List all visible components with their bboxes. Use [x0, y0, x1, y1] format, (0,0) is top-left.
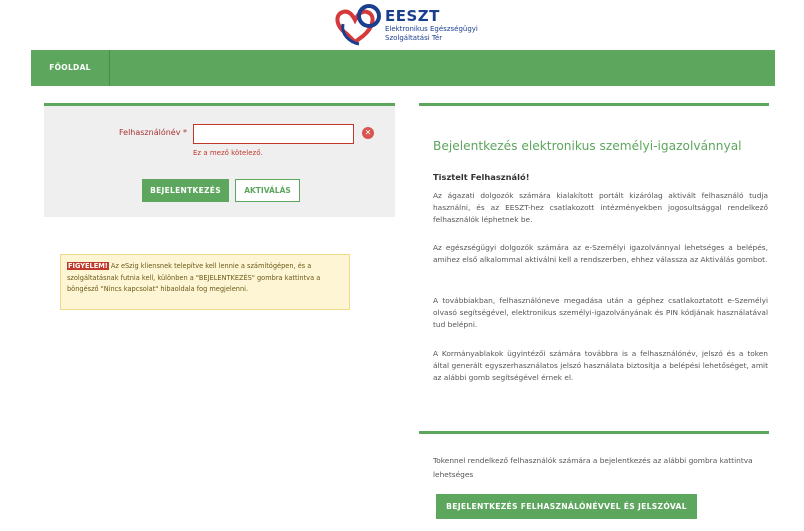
logo-subtitle: Elektronikus Egészségügyi	[385, 25, 478, 33]
eid-greeting: Tisztelt Felhasználó!	[433, 172, 530, 182]
heart-logo-icon	[333, 4, 383, 48]
password-login-button[interactable]: BEJELENTKEZÉS FELHASZNÁLÓNÉVVEL ÉS JELSZÓVAL	[436, 494, 697, 519]
eid-paragraph: Az egészségügyi dolgozók számára az e-Személyi igazolvánnyal lehetséges a belépés, amihez első alkalommal aktiválni kell a rendszerben, ehhez válassza az Aktiválás gombot.	[433, 243, 768, 265]
clear-x-icon[interactable]: ✕	[362, 127, 374, 139]
warning-notice	[60, 254, 350, 310]
nav-item-home[interactable]: FŐOLDAL	[31, 50, 110, 86]
username-label: Felhasználónév *	[118, 128, 187, 137]
warning-tag: FIGYELEM!	[68, 262, 108, 270]
eid-title: Bejelentkezés elektronikus személyi-igazolvánnyal	[433, 139, 742, 153]
eid-paragraph: A Kormányablakok ügyintézői számára továbbra is a felhasználónév, jelszó és a token által generált egyszerhasználatos jelszó használata biztosítja a belépési lehetőséget, amit az alábbi gomb segítségével érnek el.	[433, 349, 768, 383]
logo-title: EESZT	[385, 7, 440, 25]
login-button[interactable]: BEJELENTKEZÉS	[142, 179, 229, 202]
eid-paragraph: Az ágazati dolgozók számára kialakított portált kizárólag aktivált felhasználó tudja használni, és az EESZT-hez csatlakozott intézményekben jogosultsággal rendelkező felhasználók léphetnek be.	[433, 191, 768, 225]
username-input[interactable]	[193, 124, 354, 144]
username-error-text: Ez a mező kötelező.	[193, 149, 263, 157]
logo-subtitle: Szolgáltatási Tér	[385, 34, 443, 42]
eeszt-logo[interactable]	[333, 4, 533, 48]
login-form	[44, 103, 395, 217]
token-login-section	[419, 431, 769, 531]
token-info-text: Tokennel rendelkező felhasználók számára a bejelentkezés az alábbi gombra kattintva lehetséges	[433, 456, 753, 480]
eid-info-panel	[419, 103, 769, 414]
warning-text: Az eSzig kliensnek telepítve kell lennie a számítógépen, és a szolgáltatásnak futnia kell, különben a "BEJELENTKEZÉS" gombra kattintva a böngésző "Nincs kapcsolat" hibaoldala fog megjelenni.	[67, 262, 321, 293]
main-navbar	[31, 50, 775, 86]
eid-paragraph: A továbbiakban, felhasználóneve megadása után a géphez csatlakoztatott e-Személyi olvasó segítségével, elektronikus személyi-igazolványának és PIN kódjának használatával tud belépni.	[433, 296, 768, 330]
activate-button[interactable]: AKTIVÁLÁS	[235, 179, 300, 202]
